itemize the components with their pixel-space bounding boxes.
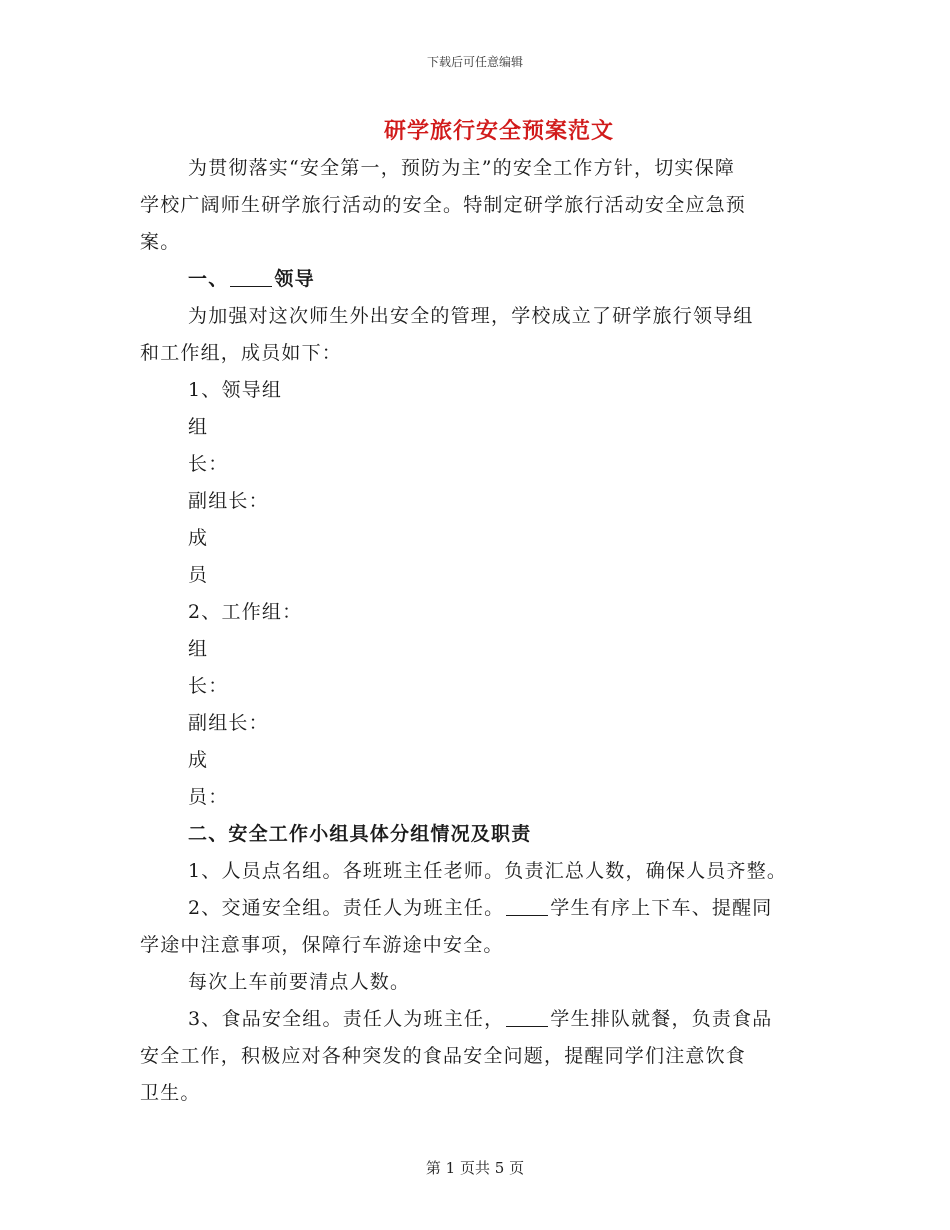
duty-2-suffix: 学生有序上下车、提醒同	[550, 897, 773, 919]
group2-title: 2、工作组：	[188, 601, 303, 623]
fill-blank	[506, 896, 548, 916]
section-heading-1-prefix: 一、	[188, 268, 229, 290]
document-body	[140, 150, 830, 1112]
group1-members-b: 员	[188, 564, 209, 586]
group2-members-a: 成	[188, 749, 209, 771]
intro-line-1: 为贯彻落实“安全第一，预防为主”的安全工作方针，切实保障	[188, 157, 736, 179]
section-heading-2: 二、安全工作小组具体分组情况及职责	[188, 823, 532, 845]
group2-deputy: 副组长：	[188, 712, 269, 734]
duty-1: 1、人员点名组。各班班主任老师。负责汇总人数，确保人员齐整。	[188, 860, 788, 882]
fill-blank	[506, 1007, 548, 1027]
page-header: 下载后可任意编辑	[426, 55, 523, 69]
group2-members-b: 员：	[188, 786, 229, 808]
section1-line-1: 为加强对这次师生外出安全的管理，学校成立了研学旅行领导组	[188, 305, 754, 327]
duty-2-line-1	[140, 890, 830, 927]
group2-leader-a: 组	[188, 638, 209, 660]
duty-3-suffix: 学生排队就餐，负责食品	[550, 1008, 773, 1030]
group1-deputy: 副组长：	[188, 490, 269, 512]
page-footer: 第 1 页共 5 页	[425, 1159, 525, 1177]
duty-3-line-1	[140, 1001, 830, 1038]
group1-leader-a: 组	[188, 416, 209, 438]
fill-blank	[230, 267, 272, 287]
intro-line-3: 案。	[140, 231, 181, 253]
duty-2-line-3: 每次上车前要清点人数。	[188, 971, 411, 993]
document-title: 研学旅行安全预案范文	[383, 118, 614, 144]
duty-2-line-2: 学途中注意事项，保障行车游途中安全。	[140, 934, 504, 956]
group1-members-a: 成	[188, 527, 209, 549]
duty-2-prefix: 2、交通安全组。责任人为班主任。	[188, 897, 505, 919]
duty-3-prefix: 3、食品安全组。责任人为班主任，	[188, 1008, 505, 1030]
duty-3-line-2: 安全工作，积极应对各种突发的食品安全问题，提醒同学们注意饮食	[140, 1045, 747, 1067]
group2-leader-b: 长：	[188, 675, 229, 697]
group1-title: 1、领导组	[188, 379, 283, 401]
section-heading-1-suffix: 领导	[274, 268, 315, 290]
section-heading-1	[140, 261, 830, 298]
section1-line-2: 和工作组，成员如下：	[140, 342, 343, 364]
group1-leader-b: 长：	[188, 453, 229, 475]
intro-line-2: 学校广阔师生研学旅行活动的安全。特制定研学旅行活动安全应急预	[140, 194, 747, 216]
duty-3-line-3: 卫生。	[140, 1082, 201, 1104]
